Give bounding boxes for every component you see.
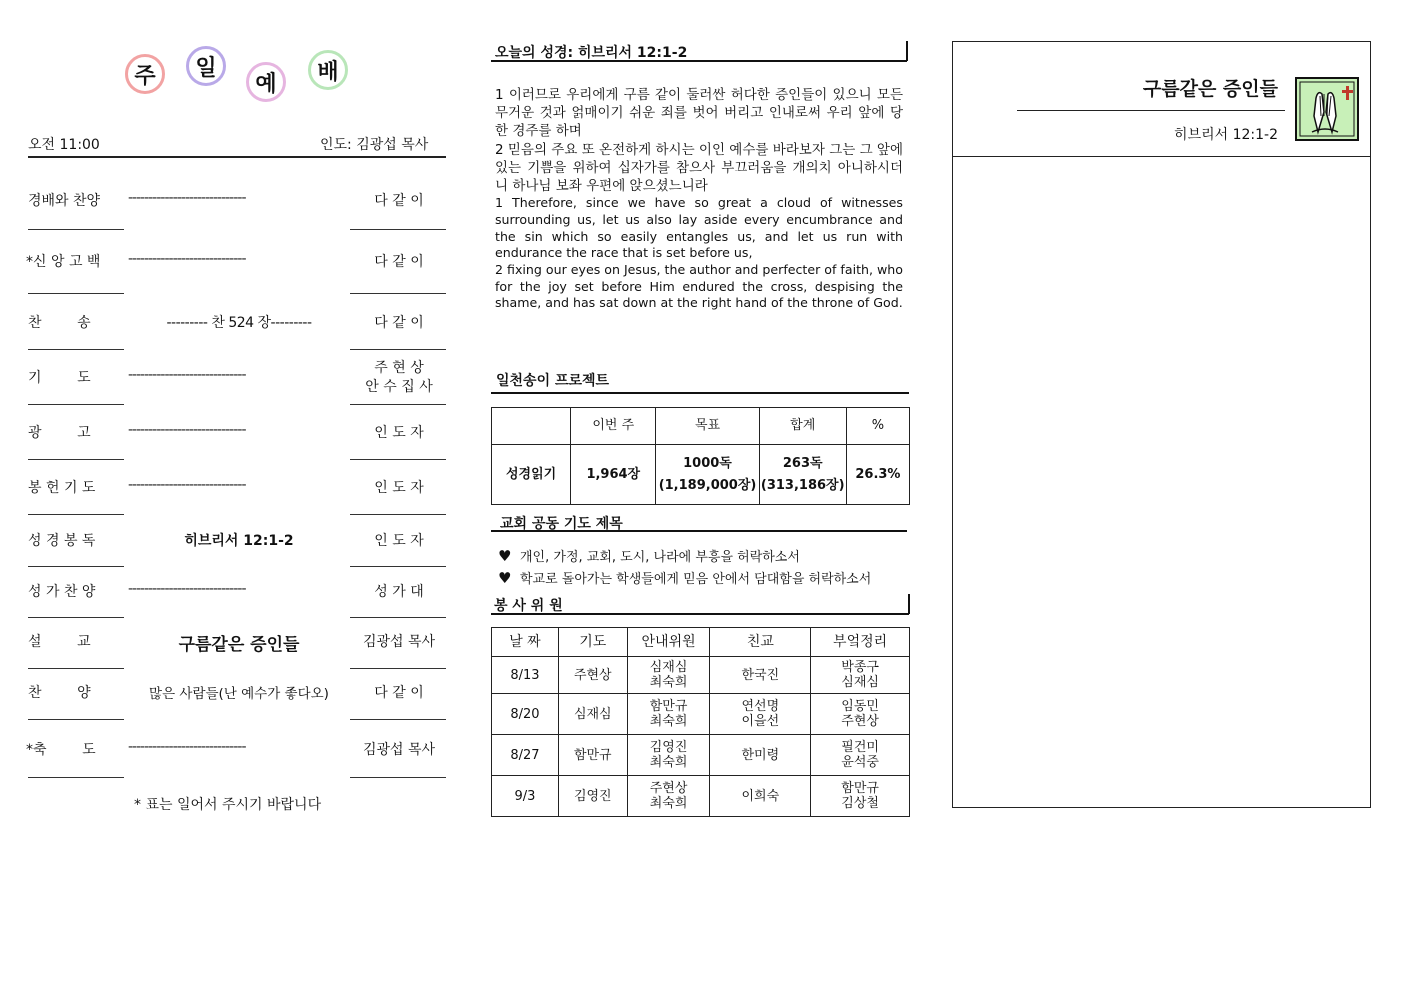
prayer-list (498, 546, 871, 590)
title-char-4: 배 (308, 50, 348, 90)
table-row (492, 735, 910, 776)
kitchen-name: 윤석중 (841, 755, 879, 770)
table-header: % (846, 408, 909, 445)
order-item-person: 다 같 이 (374, 254, 424, 270)
divider (350, 566, 446, 567)
usher-name: 김영진 (649, 740, 688, 755)
divider (350, 229, 446, 230)
divider (350, 349, 446, 350)
praying-hands-icon (1294, 76, 1360, 142)
usher-name: 함만규 (649, 699, 688, 714)
kitchen-cell (811, 735, 910, 776)
usher-name: 최숙희 (649, 755, 688, 770)
fellowship-name: 이을선 (741, 714, 780, 729)
usher-name: 최숙희 (649, 675, 688, 690)
divider (28, 229, 124, 230)
service-table (491, 627, 910, 817)
table-header: 합계 (759, 408, 846, 445)
divider (350, 459, 446, 460)
list-item (498, 546, 871, 568)
service-heading: 봉 사 위 원 (494, 598, 563, 614)
divider (350, 404, 446, 405)
date-cell: 8/27 (492, 735, 559, 776)
table-header: 목표 (656, 408, 759, 445)
usher-name: 주현상 (649, 781, 688, 796)
order-item-person: 다 같 이 (374, 685, 424, 701)
heart-icon: ♥ (498, 569, 512, 587)
scripture-heading-bracket (906, 41, 908, 61)
order-item-person-title: 안 수 집 사 (365, 379, 433, 395)
divider (28, 514, 124, 515)
header-divider (28, 156, 446, 158)
table-row (492, 445, 910, 505)
fellowship-cell: 한미령 (710, 735, 811, 776)
divider (28, 719, 124, 720)
table-row (492, 628, 910, 657)
scripture-en-verse-1: 1 Therefore, since we have so great a cloud of witnesses surrounding us, let us also lay aside every encumbrance and the sin which so easily entangles us, and let us run with endurance the race that is set before us, (495, 195, 903, 261)
order-item-detail: ----------------------------- (128, 477, 246, 493)
prayer-item-text: 개인, 가정, 교회, 도시, 나라에 부흥을 허락하소서 (520, 550, 800, 565)
total-pages: (313,186장) (760, 477, 845, 493)
table-row (492, 657, 910, 694)
order-item-name: 광 고 (28, 425, 91, 441)
order-item-name: 찬 양 (28, 685, 91, 701)
date-cell: 9/3 (492, 776, 559, 817)
standing-note: * 표는 일어서 주시기 바랍니다 (134, 797, 322, 813)
service-leader: 인도: 김광섭 목사 (320, 137, 429, 153)
table-header: 친교 (710, 628, 811, 657)
prayer-heading-rule (491, 530, 907, 532)
prayer-heading: 교회 공동 기도 제목 (500, 516, 623, 532)
title-char-2: 일 (186, 46, 226, 86)
scripture-text (495, 86, 903, 312)
service-heading-bracket (908, 594, 910, 614)
prayer-cell: 김영진 (558, 776, 627, 817)
usher-cell (627, 694, 710, 735)
table-row (492, 776, 910, 817)
goal-pages: (1,189,000장) (658, 477, 757, 493)
scripture-heading-rule (491, 60, 907, 62)
fellowship-cell (710, 694, 811, 735)
prayer-cell: 함만규 (558, 735, 627, 776)
scripture-en-verse-2: 2 fixing our eyes on Jesus, the author and perfecter of faith, who for the joy set before Him endured the cross, despising the shame, and has sat down at the right hand of the throne of God. (495, 262, 903, 311)
order-item-detail: ----------------------------- (128, 251, 246, 267)
usher-cell (627, 657, 710, 694)
table-header: 이번 주 (571, 408, 656, 445)
order-item-name: *신 앙 고 백 (26, 254, 101, 270)
divider (28, 293, 124, 294)
order-item-name: 성 경 봉 독 (28, 533, 96, 549)
project-table (491, 407, 910, 505)
table-row (492, 694, 910, 735)
prayer-item-text: 학교로 돌아가는 학생들에게 믿음 안에서 담대함을 허락하소서 (520, 572, 872, 587)
order-item-detail: 히브리서 12:1-2 (184, 533, 294, 549)
sermon-title: 구름같은 증인들 (1142, 78, 1278, 100)
divider (28, 349, 124, 350)
divider (350, 777, 446, 778)
table-header: 안내위원 (627, 628, 710, 657)
order-item-person: 인 도 자 (374, 425, 424, 441)
fellowship-cell: 한국진 (710, 657, 811, 694)
date-cell: 8/20 (492, 694, 559, 735)
scripture-ko-verse-2: 2 믿음의 주요 또 온전하게 하시는 이인 예수를 바라보자 그는 그 앞에 있는 기쁨을 위하여 십자가를 참으사 부끄러움을 개의치 아니하시더니 하나님 보좌 우편에 앉으셨느니라 (495, 141, 903, 195)
kitchen-name: 주현상 (841, 714, 879, 729)
project-heading: 일천송이 프로젝트 (496, 373, 610, 389)
divider (28, 617, 124, 618)
order-item-detail: ----------------------------- (128, 190, 246, 206)
order-item-person: 인 도 자 (374, 533, 424, 549)
kitchen-name: 임동민 (841, 699, 879, 714)
sermon-title-in-order: 구름같은 증인들 (178, 635, 300, 655)
kitchen-name: 심재심 (841, 675, 879, 690)
prayer-cell: 심재심 (558, 694, 627, 735)
divider (350, 719, 446, 720)
prayer-cell: 주현상 (558, 657, 627, 694)
kitchen-name: 함만규 (841, 781, 879, 796)
scripture-heading: 오늘의 성경: 히브리서 12:1-2 (495, 45, 688, 61)
table-header (492, 408, 571, 445)
divider (28, 777, 124, 778)
order-item-person: 인 도 자 (374, 480, 424, 496)
kitchen-cell (811, 657, 910, 694)
kitchen-name: 박종구 (841, 660, 879, 675)
order-item-person: 다 같 이 (374, 315, 424, 331)
kitchen-cell (811, 776, 910, 817)
usher-name: 최숙희 (649, 796, 688, 811)
total-books: 263독 (782, 455, 823, 471)
order-item-name: 설 교 (28, 634, 91, 650)
goal-value (656, 445, 759, 505)
fellowship-name: 연선명 (741, 699, 780, 714)
order-item-detail: ----------------------------- (128, 422, 246, 438)
kitchen-name: 김상철 (841, 796, 879, 811)
usher-cell (627, 776, 710, 817)
service-heading-rule (491, 613, 909, 615)
order-item-detail: --------- 찬 524 장--------- (166, 315, 312, 331)
service-time: 오전 11:00 (28, 137, 100, 153)
divider (28, 566, 124, 567)
order-item-person: 김광섭 목사 (362, 742, 436, 758)
this-week-value: 1,964장 (571, 445, 656, 505)
order-item-person: 다 같 이 (374, 193, 424, 209)
title-char-1: 주 (125, 54, 165, 94)
sermon-reference: 히브리서 12:1-2 (1174, 127, 1278, 143)
table-header: 부엌정리 (811, 628, 910, 657)
usher-cell (627, 735, 710, 776)
order-item-name: 경배와 찬양 (28, 193, 101, 209)
order-item-detail: ----------------------------- (128, 739, 246, 755)
kitchen-cell (811, 694, 910, 735)
sermon-title-underline (1017, 110, 1285, 111)
divider (350, 514, 446, 515)
kitchen-name: 필건미 (841, 740, 879, 755)
table-row (492, 408, 910, 445)
title-char-3: 예 (246, 62, 286, 102)
divider (350, 617, 446, 618)
divider (350, 293, 446, 294)
order-item-person: 성 가 대 (374, 584, 424, 600)
order-item-name: 봉 헌 기 도 (28, 480, 96, 496)
order-item-person: 주 현 상 (374, 360, 424, 376)
row-label: 성경읽기 (492, 445, 571, 505)
usher-name: 최숙희 (649, 714, 688, 729)
divider (28, 668, 124, 669)
total-value (759, 445, 846, 505)
order-item-detail: ----------------------------- (128, 367, 246, 383)
worship-title (120, 44, 360, 106)
usher-name: 심재심 (649, 660, 688, 675)
percent-value: 26.3% (846, 445, 909, 505)
order-item-name: *축 도 (26, 742, 96, 758)
divider (350, 668, 446, 669)
order-item-name: 찬 송 (28, 315, 91, 331)
table-header: 기도 (558, 628, 627, 657)
date-cell: 8/13 (492, 657, 559, 694)
order-item-person: 김광섭 목사 (362, 634, 436, 650)
sermon-header-divider (952, 156, 1371, 157)
goal-books: 1000독 (683, 455, 732, 471)
heart-icon: ♥ (498, 547, 512, 565)
scripture-ko-verse-1: 1 이러므로 우리에게 구름 같이 둘러싼 허다한 증인들이 있으니 모든 무거운 것과 얽매이기 쉬운 죄를 벗어 버리고 인내로써 우리 앞에 당한 경주를 하며 (495, 87, 903, 140)
list-item (498, 568, 871, 590)
project-heading-rule (491, 392, 909, 394)
order-item-name: 기 도 (28, 370, 91, 386)
fellowship-cell: 이희숙 (710, 776, 811, 817)
order-item-detail: ----------------------------- (128, 581, 246, 597)
table-header: 날 짜 (492, 628, 559, 657)
order-item-detail: 많은 사람들(난 예수가 좋다오) (149, 686, 329, 702)
order-item-name: 성 가 찬 양 (28, 584, 96, 600)
divider (28, 404, 124, 405)
divider (28, 459, 124, 460)
